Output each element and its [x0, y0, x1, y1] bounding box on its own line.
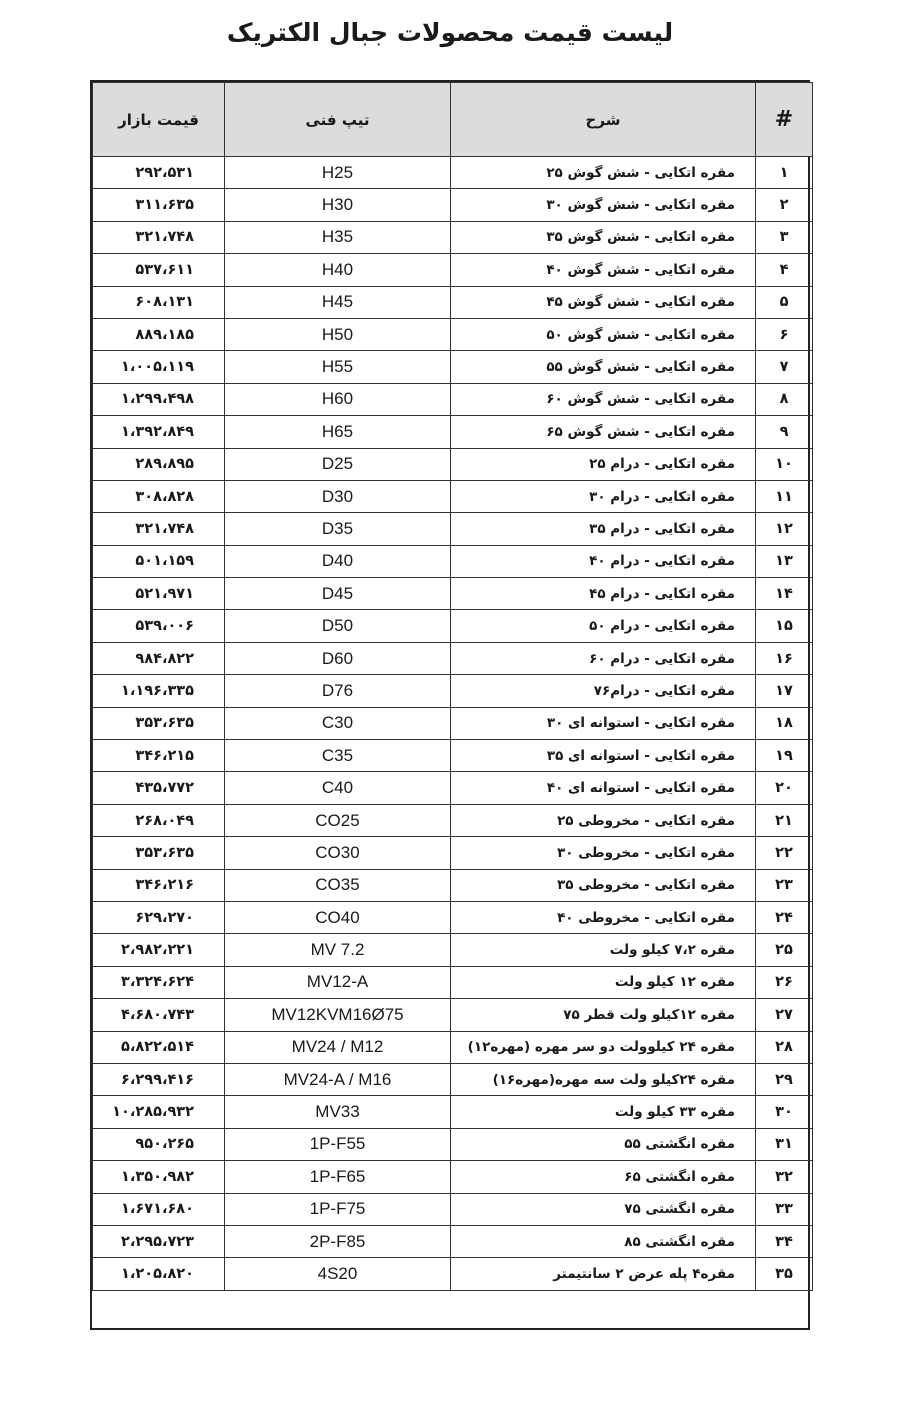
- row-technical-type: H25: [225, 157, 451, 189]
- row-market-price: ۸۸۹،۱۸۵: [93, 318, 225, 350]
- row-technical-type: MV24-A / M16: [225, 1063, 451, 1095]
- table-row: [93, 221, 813, 253]
- table-row: [93, 901, 813, 933]
- row-description: مقره اتکایی - شش گوش ۴۵: [451, 286, 756, 318]
- row-market-price: ۳،۳۲۴،۶۲۴: [93, 966, 225, 998]
- row-number: ۲۱: [756, 804, 813, 836]
- row-description: مقره اتکایی - درام ۳۰: [451, 480, 756, 512]
- table-row: [93, 448, 813, 480]
- row-number: ۱۵: [756, 610, 813, 642]
- row-market-price: ۱،۱۹۶،۳۳۵: [93, 675, 225, 707]
- row-technical-type: D45: [225, 578, 451, 610]
- row-market-price: ۶۰۸،۱۳۱: [93, 286, 225, 318]
- row-market-price: ۱۰،۲۸۵،۹۳۲: [93, 1096, 225, 1128]
- table-row: [93, 837, 813, 869]
- row-description: مقره اتکایی - درام ۲۵: [451, 448, 756, 480]
- row-description: مقره انگشتی ۷۵: [451, 1193, 756, 1225]
- table-row: [93, 578, 813, 610]
- row-number: ۲۴: [756, 901, 813, 933]
- table-row: [93, 966, 813, 998]
- row-technical-type: C40: [225, 772, 451, 804]
- row-market-price: ۲۶۸،۰۴۹: [93, 804, 225, 836]
- row-technical-type: 2P-F85: [225, 1225, 451, 1257]
- row-technical-type: 4S20: [225, 1258, 451, 1290]
- row-description: مقره اتکایی - مخروطی ۴۰: [451, 901, 756, 933]
- row-number: ۲۵: [756, 934, 813, 966]
- row-number: ۲۰: [756, 772, 813, 804]
- row-technical-type: H45: [225, 286, 451, 318]
- table-row: [93, 804, 813, 836]
- row-description: مقره اتکایی - مخروطی ۳۵: [451, 869, 756, 901]
- table-row: [93, 1031, 813, 1063]
- row-market-price: ۵۳۹،۰۰۶: [93, 610, 225, 642]
- row-description: مقره اتکایی - مخروطی ۲۵: [451, 804, 756, 836]
- row-description: مقره انگشتی ۵۵: [451, 1128, 756, 1160]
- row-number: ۳۵: [756, 1258, 813, 1290]
- row-technical-type: MV 7.2: [225, 934, 451, 966]
- table-row: [93, 740, 813, 772]
- row-technical-type: MV12-A: [225, 966, 451, 998]
- table-row: [93, 318, 813, 350]
- row-description: مقره انگشتی ۸۵: [451, 1225, 756, 1257]
- row-market-price: ۳۲۱،۷۴۸: [93, 513, 225, 545]
- table-row: [93, 675, 813, 707]
- price-list-table: [90, 80, 810, 1330]
- row-number: ۳۳: [756, 1193, 813, 1225]
- header-number: #: [756, 83, 813, 157]
- row-description: مقره اتکایی - استوانه ای ۳۵: [451, 740, 756, 772]
- row-market-price: ۱،۳۹۲،۸۴۹: [93, 416, 225, 448]
- row-technical-type: MV24 / M12: [225, 1031, 451, 1063]
- row-number: ۱۸: [756, 707, 813, 739]
- row-description: مقره اتکایی - شش گوش ۵۰: [451, 318, 756, 350]
- row-market-price: ۳۵۳،۶۳۵: [93, 837, 225, 869]
- row-number: ۲۳: [756, 869, 813, 901]
- row-technical-type: H60: [225, 383, 451, 415]
- table-row: [93, 1225, 813, 1257]
- row-number: ۷: [756, 351, 813, 383]
- row-number: ۵: [756, 286, 813, 318]
- table-row: [93, 1063, 813, 1095]
- row-technical-type: MV12KVM16Ø75: [225, 999, 451, 1031]
- row-technical-type: 1P-F65: [225, 1161, 451, 1193]
- row-technical-type: D60: [225, 642, 451, 674]
- table-row: [93, 707, 813, 739]
- table-row: [93, 1128, 813, 1160]
- row-market-price: ۲،۲۹۵،۷۲۳: [93, 1225, 225, 1257]
- row-description: مقره ۲۴کیلو ولت سه مهره(مهره۱۶): [451, 1063, 756, 1095]
- row-number: ۱۷: [756, 675, 813, 707]
- row-description: مقره اتکایی - شش گوش ۳۰: [451, 189, 756, 221]
- header-description: شرح: [451, 83, 756, 157]
- row-description: مقره انگشتی ۶۵: [451, 1161, 756, 1193]
- row-technical-type: D40: [225, 545, 451, 577]
- table-row: [93, 610, 813, 642]
- row-market-price: ۳۴۶،۲۱۶: [93, 869, 225, 901]
- table-row: [93, 772, 813, 804]
- row-technical-type: 1P-F55: [225, 1128, 451, 1160]
- table-row: [93, 642, 813, 674]
- table-row: [93, 416, 813, 448]
- row-market-price: ۳۴۶،۲۱۵: [93, 740, 225, 772]
- row-technical-type: H30: [225, 189, 451, 221]
- row-market-price: ۱،۳۵۰،۹۸۲: [93, 1161, 225, 1193]
- header-market-price: قیمت بازار: [93, 83, 225, 157]
- row-description: مقره۴ پله عرض ۲ سانتیمتر: [451, 1258, 756, 1290]
- row-number: ۶: [756, 318, 813, 350]
- row-number: ۲۷: [756, 999, 813, 1031]
- table-row: [93, 1096, 813, 1128]
- row-market-price: ۳۲۱،۷۴۸: [93, 221, 225, 253]
- row-number: ۱۲: [756, 513, 813, 545]
- row-technical-type: CO40: [225, 901, 451, 933]
- row-technical-type: H65: [225, 416, 451, 448]
- row-technical-type: D50: [225, 610, 451, 642]
- row-technical-type: H35: [225, 221, 451, 253]
- row-number: ۱۳: [756, 545, 813, 577]
- row-technical-type: D76: [225, 675, 451, 707]
- row-technical-type: CO25: [225, 804, 451, 836]
- row-description: مقره اتکایی - درام۷۶: [451, 675, 756, 707]
- row-market-price: ۱،۲۰۵،۸۲۰: [93, 1258, 225, 1290]
- row-number: ۲: [756, 189, 813, 221]
- row-market-price: ۳۰۸،۸۲۸: [93, 480, 225, 512]
- row-technical-type: H55: [225, 351, 451, 383]
- row-number: ۱۱: [756, 480, 813, 512]
- table-row: [93, 1258, 813, 1290]
- row-market-price: ۹۸۴،۸۲۲: [93, 642, 225, 674]
- row-number: ۲۲: [756, 837, 813, 869]
- row-description: مقره اتکایی - شش گوش ۵۵: [451, 351, 756, 383]
- row-number: ۱۴: [756, 578, 813, 610]
- row-description: مقره اتکایی - درام ۳۵: [451, 513, 756, 545]
- row-technical-type: MV33: [225, 1096, 451, 1128]
- row-market-price: ۹۵۰،۲۶۵: [93, 1128, 225, 1160]
- row-number: ۴: [756, 254, 813, 286]
- row-description: مقره اتکایی - شش گوش ۶۵: [451, 416, 756, 448]
- row-market-price: ۱،۶۷۱،۶۸۰: [93, 1193, 225, 1225]
- row-description: مقره اتکایی - شش گوش ۴۰: [451, 254, 756, 286]
- row-market-price: ۵۰۱،۱۵۹: [93, 545, 225, 577]
- row-market-price: ۴۳۵،۷۷۲: [93, 772, 225, 804]
- table-row: [93, 480, 813, 512]
- row-number: ۲۹: [756, 1063, 813, 1095]
- row-technical-type: 1P-F75: [225, 1193, 451, 1225]
- row-description: مقره ۷،۲ کیلو ولت: [451, 934, 756, 966]
- table-row: [93, 383, 813, 415]
- row-description: مقره اتکایی - استوانه ای ۴۰: [451, 772, 756, 804]
- row-number: ۳۰: [756, 1096, 813, 1128]
- row-market-price: ۵۲۱،۹۷۱: [93, 578, 225, 610]
- row-market-price: ۳۵۳،۶۳۵: [93, 707, 225, 739]
- row-market-price: ۵۳۷،۶۱۱: [93, 254, 225, 286]
- row-technical-type: CO30: [225, 837, 451, 869]
- table-header-row: [93, 83, 813, 157]
- row-technical-type: H50: [225, 318, 451, 350]
- table-row: [93, 254, 813, 286]
- row-number: ۱: [756, 157, 813, 189]
- row-number: ۱۹: [756, 740, 813, 772]
- row-technical-type: D35: [225, 513, 451, 545]
- row-market-price: ۱،۰۰۵،۱۱۹: [93, 351, 225, 383]
- row-number: ۱۰: [756, 448, 813, 480]
- table-row: [93, 1193, 813, 1225]
- row-description: مقره اتکایی - درام ۴۰: [451, 545, 756, 577]
- page-title: لیست قیمت محصولات جبال الکتریک: [226, 18, 674, 47]
- table-row: [93, 999, 813, 1031]
- row-technical-type: CO35: [225, 869, 451, 901]
- table-row: [93, 351, 813, 383]
- row-description: مقره اتکایی - درام ۶۰: [451, 642, 756, 674]
- row-technical-type: D30: [225, 480, 451, 512]
- row-description: مقره اتکایی - شش گوش ۲۵: [451, 157, 756, 189]
- row-description: مقره ۳۳ کیلو ولت: [451, 1096, 756, 1128]
- row-description: مقره اتکایی - درام ۴۵: [451, 578, 756, 610]
- header-technical-type: تیپ فنی: [225, 83, 451, 157]
- row-description: مقره اتکایی - شش گوش ۶۰: [451, 383, 756, 415]
- table-row: [93, 286, 813, 318]
- row-technical-type: H40: [225, 254, 451, 286]
- row-number: ۸: [756, 383, 813, 415]
- row-market-price: ۶،۲۹۹،۴۱۶: [93, 1063, 225, 1095]
- row-market-price: ۲۹۲،۵۳۱: [93, 157, 225, 189]
- row-technical-type: D25: [225, 448, 451, 480]
- row-description: مقره ۲۴ کیلوولت دو سر مهره (مهره۱۲): [451, 1031, 756, 1063]
- row-description: مقره ۱۲کیلو ولت قطر ۷۵: [451, 999, 756, 1031]
- row-number: ۲۸: [756, 1031, 813, 1063]
- row-technical-type: C35: [225, 740, 451, 772]
- row-description: مقره اتکایی - استوانه ای ۳۰: [451, 707, 756, 739]
- row-market-price: ۲،۹۸۲،۲۲۱: [93, 934, 225, 966]
- row-market-price: ۳۱۱،۶۳۵: [93, 189, 225, 221]
- table-row: [93, 189, 813, 221]
- table-row: [93, 869, 813, 901]
- table-row: [93, 1161, 813, 1193]
- row-market-price: ۶۲۹،۲۷۰: [93, 901, 225, 933]
- row-description: مقره اتکایی - درام ۵۰: [451, 610, 756, 642]
- row-number: ۳۴: [756, 1225, 813, 1257]
- row-number: ۱۶: [756, 642, 813, 674]
- row-description: مقره ۱۲ کیلو ولت: [451, 966, 756, 998]
- table-row: [93, 513, 813, 545]
- row-number: ۳: [756, 221, 813, 253]
- row-number: ۳۲: [756, 1161, 813, 1193]
- table-row: [93, 545, 813, 577]
- row-market-price: ۴،۶۸۰،۷۴۳: [93, 999, 225, 1031]
- row-technical-type: C30: [225, 707, 451, 739]
- row-description: مقره اتکایی - شش گوش ۳۵: [451, 221, 756, 253]
- row-number: ۲۶: [756, 966, 813, 998]
- row-market-price: ۲۸۹،۸۹۵: [93, 448, 225, 480]
- row-number: ۳۱: [756, 1128, 813, 1160]
- row-market-price: ۱،۲۹۹،۴۹۸: [93, 383, 225, 415]
- table-row: [93, 157, 813, 189]
- row-number: ۹: [756, 416, 813, 448]
- row-market-price: ۵،۸۲۲،۵۱۴: [93, 1031, 225, 1063]
- row-description: مقره اتکایی - مخروطی ۳۰: [451, 837, 756, 869]
- table-row: [93, 934, 813, 966]
